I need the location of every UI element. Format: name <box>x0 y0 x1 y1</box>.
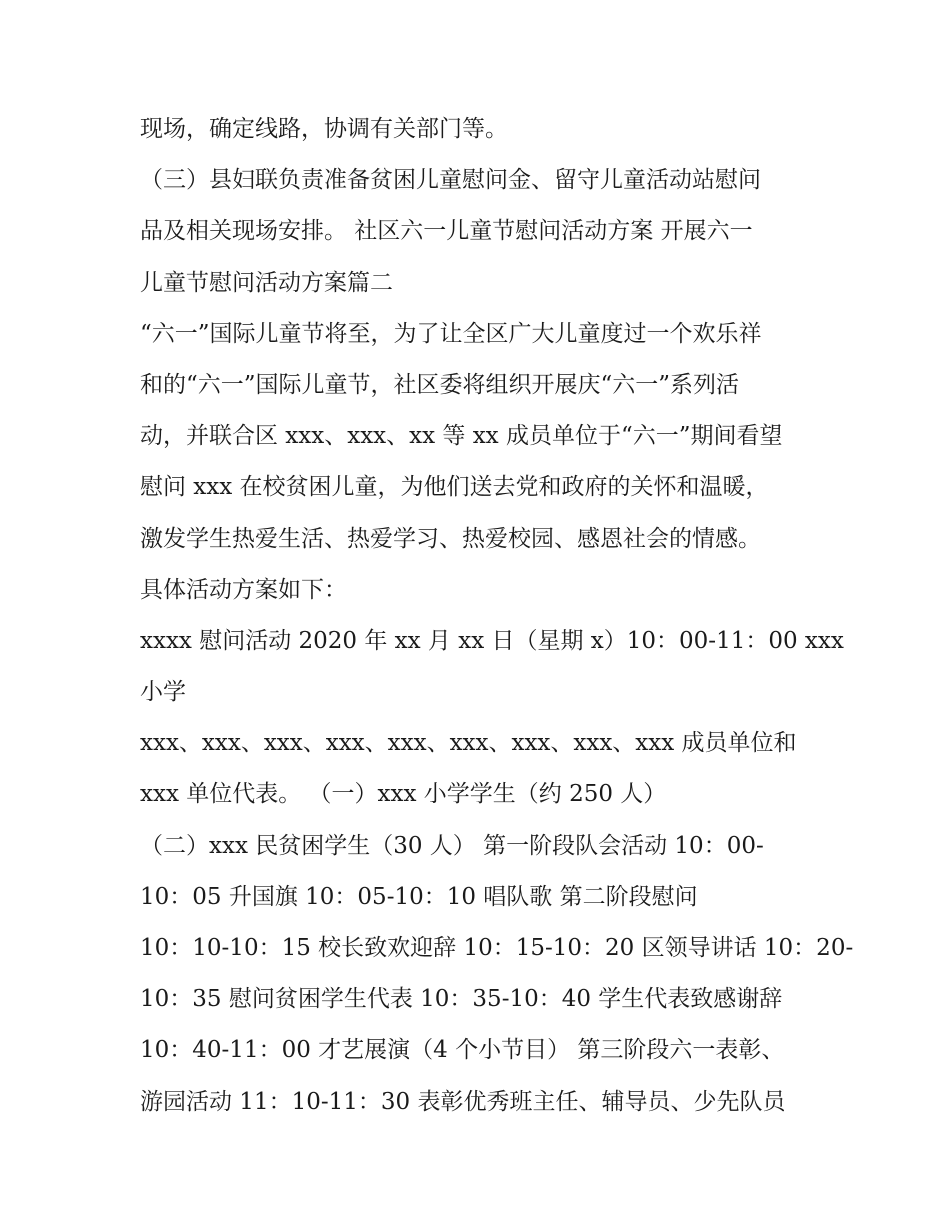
text-line: 游园活动 11：10-11：30 表彰优秀班主任、辅导员、少先队员 <box>140 1088 786 1115</box>
text-line: 激发学生热爱生活、热爱学习、热爱校园、感恩社会的情感。 <box>140 525 761 552</box>
text-line: 小学 <box>140 679 186 706</box>
text-line: 现场，确定线路，协调有关部门等。 <box>140 116 508 142</box>
document-body <box>140 104 854 1128</box>
text-line: 10：05 升国旗 10：05-10：10 唱队歌 第二阶段慰问 <box>140 883 698 910</box>
text-line: xxx、xxx、xxx、xxx、xxx、xxx、xxx、xxx、xxx 成员单位和 <box>140 730 797 757</box>
text-line: 品及相关现场安排。 社区六一儿童节慰问活动方案 开展六一 <box>140 218 753 245</box>
text-line: （二）xxx 民贫困学生（30 人） 第一阶段队会活动 10：00- <box>140 832 764 859</box>
text-line: xxxx 慰问活动 2020 年 xx 月 xx 日（星期 x）10：00-11：00 xxx <box>140 627 844 654</box>
text-line: 10：10-10：15 校长致欢迎辞 10：15-10：20 区领导讲话 10：20- <box>140 935 854 961</box>
text-line: 儿童节慰问活动方案篇二 <box>140 269 393 296</box>
text-line: xxx 单位代表。 （一）xxx 小学学生（约 250 人） <box>140 781 667 808</box>
text-line: 动，并联合区 xxx、xxx、xx 等 xx 成员单位于“六一”期间看望 <box>140 423 783 450</box>
text-line: 10：35 慰问贫困学生代表 10：35-10：40 学生代表致感谢辞 <box>140 986 783 1013</box>
text-line: 具体活动方案如下： <box>140 576 347 603</box>
text-line: 和的“六一”国际儿童节，社区委将组织开展庆“六一”系列活 <box>140 371 740 398</box>
text-line: “六一”国际儿童节将至，为了让全区广大儿童度过一个欢乐祥 <box>140 320 762 347</box>
text-line: （三）县妇联负责准备贫困儿童慰问金、留守儿童活动站慰问 <box>140 167 761 194</box>
text-line: 慰问 xxx 在校贫困儿童，为他们送去党和政府的关怀和温暖， <box>140 474 769 501</box>
text-line: 10：40-11：00 才艺展演（4 个小节目） 第三阶段六一表彰、 <box>140 1037 785 1064</box>
